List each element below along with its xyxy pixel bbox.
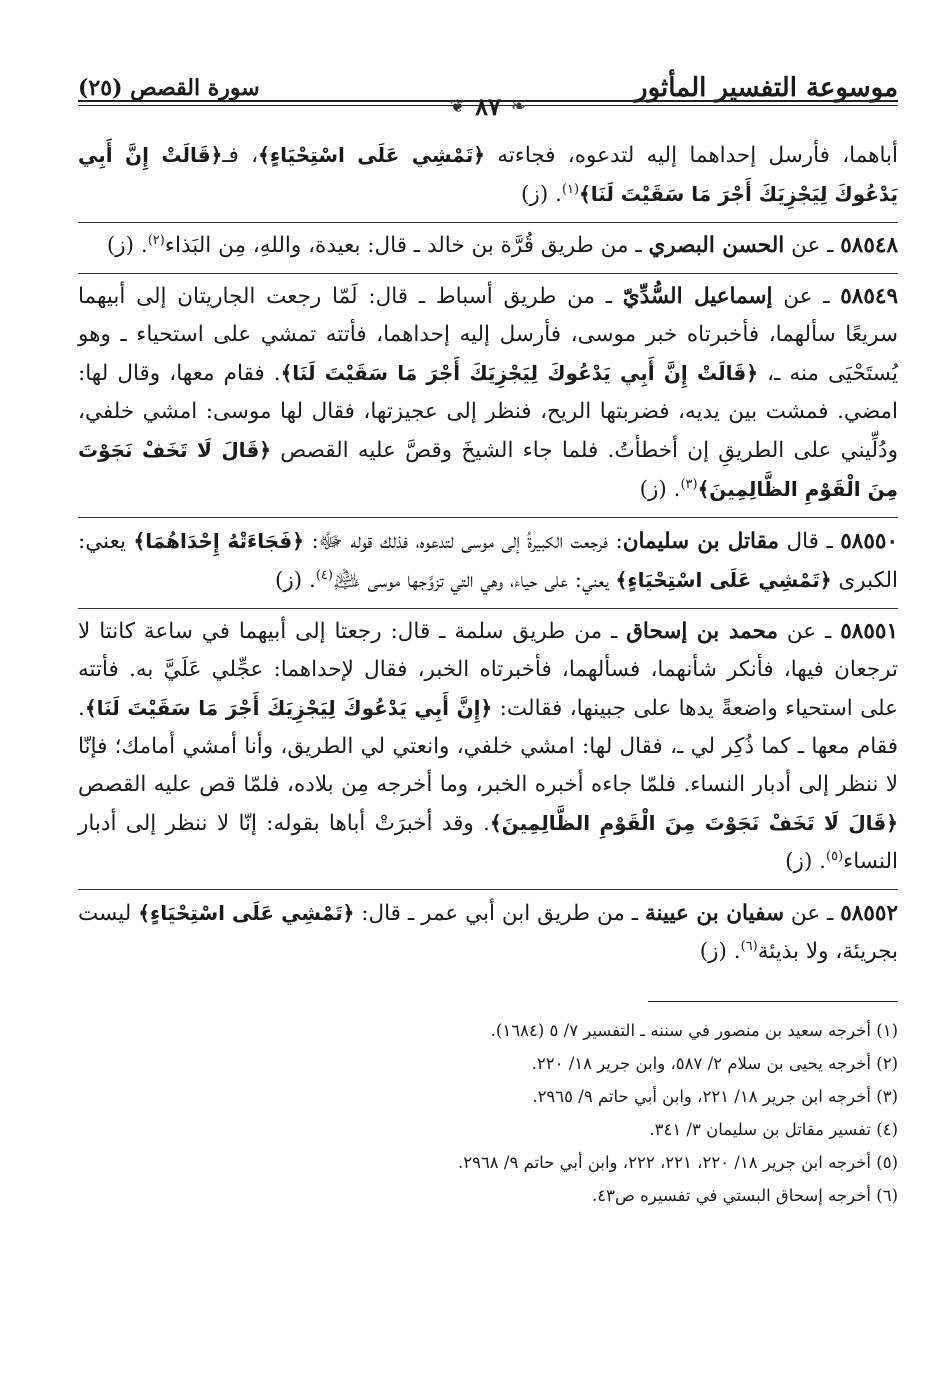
quran-quote: ﴿قَالَتْ إِنَّ أَبِي يَدْعُوكَ لِيَجْزِيَكَ أَجْرَ مَا سَقَيْتَ لَنَا﴾ (280, 361, 758, 385)
narration-text: ـ من طريق ابن أبي عمر ـ قال: (354, 901, 645, 926)
footnote-item: (١) أخرجه سعيد بن منصور في سننه ـ التفسير ٧/ ٥ (١٦٨٤). (490, 1021, 898, 1040)
footnote-ref: (٤) (315, 567, 333, 583)
narration-text: . (ز) (106, 233, 148, 258)
narrator-name: سفيان بن عيينة (644, 901, 784, 926)
footnote-item: (٢) أخرجه يحيى بن سلام ٢/ ٥٨٧، وابن جرير ١٨/ ٢٢٠. (531, 1054, 898, 1073)
narrator-name: الحسن البصري (648, 233, 785, 258)
footnote-item: (٥) أخرجه ابن جرير ١٨/ ٢٢٠، ٢٢١، ٢٢٢، وابن أبي حاتم ٩/ ٢٩٦٨. (457, 1153, 898, 1172)
ornament-icon: ❦ (450, 96, 466, 117)
surah-title: سورة القصص (٢٥) (78, 75, 260, 101)
narration-number: ٥٨٥٤٩ (840, 284, 898, 309)
page-number-box (450, 92, 526, 121)
narration-text: ليست بجريئة، ولا بذيئة (78, 901, 898, 964)
quran-quote: ﴿إِنَّ أَبِي يَدْعُوكَ لِيَجْزِيَكَ أَجْرَ مَا سَقَيْتَ لَنَا﴾ (84, 696, 493, 720)
footnote-item: (٦) أخرجه إسحاق البستي في تفسيره ص٤٣. (591, 1186, 898, 1205)
narration-text: ـ من طريق أسباط ـ قال: لَمّا رجعت الجاريتان إلى أبيهما سريعًا سألهما، فأخبرتاه خبر موسى، فأرسل إليه إحداهما، فأتته تمشي على استحياء ـ وهو يُستَحْيَى منه ـ، (78, 284, 898, 386)
narration-paragraph (78, 136, 898, 218)
footnote-item: (٣) أخرجه ابن جرير ١٨/ ٢٢١، وابن أبي حاتم ٩/ ٢٩٦٥. (532, 1087, 898, 1106)
paragraph-separator (78, 273, 898, 274)
narration-paragraph (78, 227, 898, 269)
narration-text: . (ز) (521, 182, 562, 207)
footnote-item: (٤) تفسير مقاتل بن سليمان ٣/ ٣٤١. (649, 1120, 898, 1139)
quran-quote: ﴿قَالَ لَا تَخَفْ نَجَوْتَ مِنَ الْقَوْمِ الظَّالِمِينَ﴾ (489, 811, 898, 835)
narration-text: ـ عن (784, 233, 841, 258)
narration-text: ـ عن (777, 619, 841, 644)
narration-number: ٥٨٥٥٠ (840, 529, 898, 554)
footnote-separator (648, 1001, 898, 1002)
quran-quote: ﴿فَجَاءَتْهُ إِحْدَاهُمَا﴾ (133, 529, 304, 553)
narration-text: . وقد أخبرَتْ أباها بقوله: إنّا لا ننظر إلى أدبار النساء (78, 811, 898, 874)
paragraph-separator (78, 222, 898, 223)
narration-text: ـ قال (778, 529, 841, 554)
paragraph-separator (78, 517, 898, 518)
quran-quote: ﴿قَالَتْ إِنَّ أَبِي يَدْعُوكَ لِيَجْزِيَكَ أَجْرَ مَا سَقَيْتَ لَنَا﴾ (78, 143, 898, 206)
footnote-ref: (١) (561, 181, 580, 197)
narration-paragraph (78, 894, 898, 975)
page (78, 58, 898, 1358)
narration-text: . فقام معها ـ كما ذُكِر لي ـ، فقال لها: امشي خلفي، وانعتي لي الطريق، وأنا أمشي أمامك؛ فإنّا لا ننظر إلى أدبار النساء. فلمّا جاءه أخبره الخبر، وما أخرجه مِن بلاده، فلمّا قص عليه القصص (78, 696, 898, 797)
main-text (78, 136, 898, 975)
narration-number: ٥٨٥٤٨ (840, 233, 898, 258)
narration-text: يعني: على حياء، وهي التي تزوَّجها موسى ﵇ (332, 568, 616, 593)
paragraph-separator (78, 608, 898, 609)
narration-text: . فقام معها، وقال لها: امضي. فمشت بين يديه، فضربتها الريح، فنظر إلى عجيزتها، فقال لها موسى: امشي خلفي، ودُلِّيني على الطريقِ إن أخطأتُ. فلما جاء الشيخَ وقصَّ عليه القصص (78, 361, 898, 463)
quran-quote: ﴿قَالَ لَا تَخَفْ نَجَوْتَ مِنَ الْقَوْمِ الظَّالِمِينَ﴾ (78, 438, 898, 501)
quran-quote: ﴿تَمْشِي عَلَى اسْتِحْيَاءٍ﴾ (138, 901, 355, 925)
page-number: ٨٧ (475, 92, 501, 121)
narration-text: . (ز) (699, 939, 741, 964)
narration-text: . (ز) (275, 568, 316, 593)
paragraph-separator (78, 889, 898, 890)
footnotes (78, 1014, 898, 1212)
narration-number: ٥٨٥٥٢ (840, 901, 898, 926)
narration-paragraph (78, 278, 898, 513)
narration-text: . (ز) (785, 849, 826, 874)
footnote-ref: (٥) (826, 848, 844, 864)
narration-paragraph (78, 522, 898, 604)
narrator-name: مقاتل بن سليمان (622, 529, 779, 554)
ornament-icon: ❧ (510, 96, 526, 117)
narration-text: ـ عن (772, 284, 841, 309)
narration-text: أباهما، فأرسل إحداهما إليه لتدعوه، فجاءته (484, 143, 898, 168)
narration-text: . (ز) (639, 477, 681, 502)
narrator-name: محمد بن إسحاق (626, 619, 778, 644)
narrator-name: إسماعيل السُّدِّيّ (622, 284, 773, 309)
footnote-ref: (٦) (740, 938, 758, 954)
narration-paragraph (78, 613, 898, 885)
narration-text: : فرجعت الكبيرةُ إلى موسى لتدعوه، فذلك قوله ﷻ: (303, 529, 623, 554)
footnote-ref: (٢) (147, 232, 165, 248)
narration-text: يعني: الكبرى (78, 529, 898, 593)
narration-text: ـ من طريق قُرَّة بن خالد ـ قال: بعيدة، واللهِ، مِن البَذاء (164, 233, 649, 258)
narration-text: ، فـ (222, 143, 259, 168)
quran-quote: ﴿تَمْشِي عَلَى اسْتِحْيَاءٍ﴾ (258, 143, 485, 167)
narration-text: ـ عن (784, 901, 841, 926)
book-title: موسوعة التفسير المأثور (635, 73, 898, 103)
narration-number: ٥٨٥٥١ (840, 619, 898, 644)
narration-text: ـ من طريق سلمة ـ قال: رجعتا إلى أبيهما في ساعة كانتا لا ترجعان فيها، فأنكر شأنهما، فسألهما، فأخبرتاه الخبر، فقال لإحداهما: عجِّلي عَلَيَّ به. فأتته على استحياء واضعةً يدها على جبينها، فقالت: (78, 619, 898, 721)
footnote-ref: (٣) (680, 476, 698, 492)
quran-quote: ﴿تَمْشِي عَلَى اسْتِحْيَاءٍ﴾ (615, 568, 832, 592)
